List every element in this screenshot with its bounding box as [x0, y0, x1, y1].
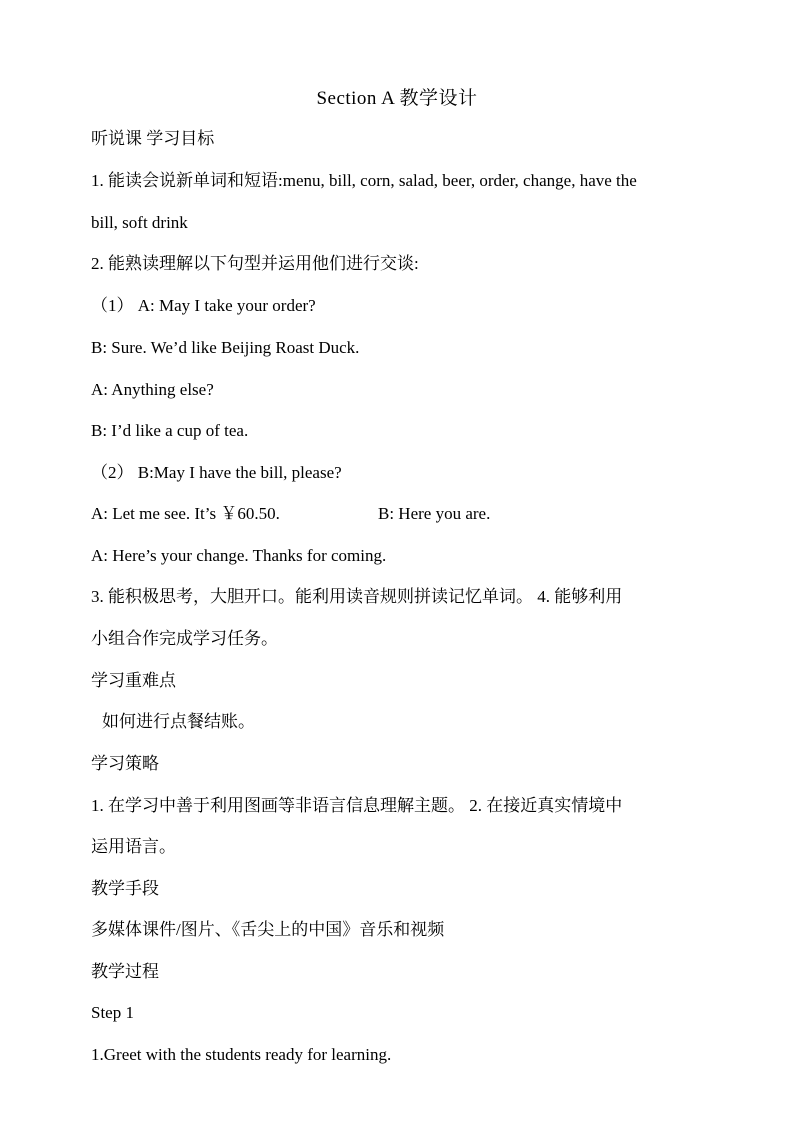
key-difficulties-text: 如何进行点餐结账。: [102, 712, 255, 731]
objective-4-continued: 小组合作完成学习任务。: [91, 629, 278, 648]
dialogue-2-line-1: （2） B:May I have the bill, please?: [91, 463, 342, 482]
teaching-means-heading: 教学手段: [91, 879, 159, 898]
step-1-item-1: 1.Greet with the students ready for learning.: [91, 1045, 392, 1064]
teaching-process-heading: 教学过程: [91, 962, 159, 981]
step-1-heading: Step 1: [91, 1003, 134, 1022]
document-title: Section A 教学设计: [316, 88, 478, 109]
dialogue-2-line-2b: B: Here you are.: [378, 504, 491, 523]
dialogue-1-line-4: B: I’d like a cup of tea.: [91, 421, 249, 440]
objective-3-4: 3. 能积极思考，大胆开口。能利用读音规则拼读记忆单词。 4. 能够利用: [91, 587, 623, 606]
learning-strategy-heading: 学习策略: [91, 754, 159, 773]
key-difficulties-heading: 学习重难点: [91, 671, 176, 690]
dialogue-1-line-3: A: Anything else?: [91, 380, 214, 399]
objective-1-continued: bill, soft drink: [91, 213, 188, 232]
teaching-means-text: 多媒体课件/图片、《舌尖上的中国》音乐和视频: [91, 920, 445, 939]
dialogue-1-line-1: （1） A: May I take your order?: [91, 296, 316, 315]
objective-1: 1. 能读会说新单词和短语:menu, bill, corn, salad, beer, order, change, have the: [91, 171, 637, 190]
dialogue-2-line-2a: A: Let me see. It’s ￥60.50.: [91, 504, 280, 523]
dialogue-1-line-2: B: Sure. We’d like Beijing Roast Duck.: [91, 338, 360, 357]
objective-2: 2. 能熟读理解以下句型并运用他们进行交谈:: [91, 254, 419, 273]
learning-strategy-1-2: 1. 在学习中善于利用图画等非语言信息理解主题。 2. 在接近真实情境中: [91, 796, 623, 815]
learning-strategy-continued: 运用语言。: [91, 837, 176, 856]
lesson-type-and-objectives-heading: 听说课 学习目标: [91, 129, 215, 148]
dialogue-2-line-3: A: Here’s your change. Thanks for coming.: [91, 546, 387, 565]
